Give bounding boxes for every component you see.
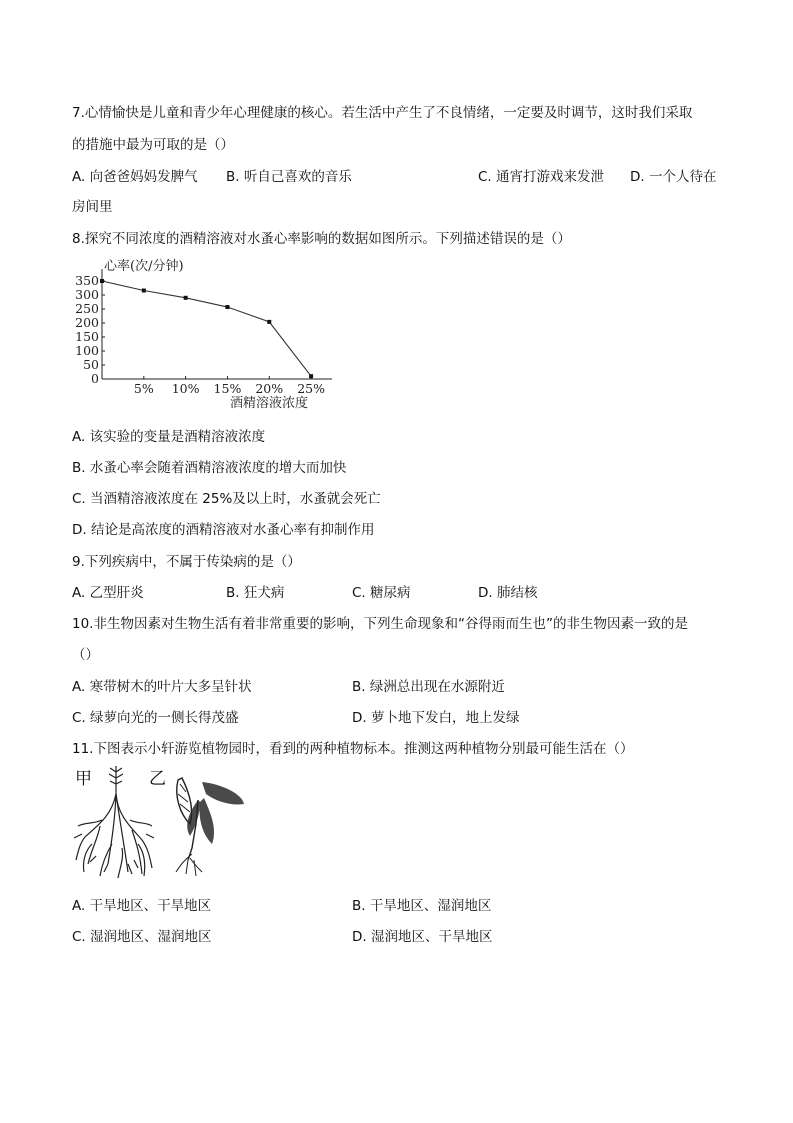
q10-option-a: A. 寒带树木的叶片大多呈针状 — [72, 679, 252, 695]
q11-option-c: C. 湿润地区、湿润地区 — [72, 929, 212, 945]
q7-option-d-wrap: 房间里 — [72, 199, 113, 215]
q7-stem-line2: 的措施中最为可取的是（） — [72, 137, 234, 153]
chart-y-tick-label: 150 — [75, 329, 99, 344]
q11-stem: 11.下图表示小轩游览植物园时，看到的两种植物标本。推测这两种植物分别最可能生活在（） — [72, 741, 634, 757]
q8-stem: 8.探究不同浓度的酒精溶液对水蚤心率影响的数据如图所示。下列描述错误的是（） — [72, 231, 571, 247]
q7-option-b: B. 听自己喜欢的音乐 — [226, 169, 352, 185]
plant-label-yi: 乙 — [149, 769, 166, 789]
chart-x-tick-label: 10% — [171, 381, 200, 396]
chart-data-point — [100, 279, 104, 283]
chart-y-tick-label: 350 — [75, 273, 99, 288]
q9-stem: 9.下列疾病中，不属于传染病的是（） — [72, 554, 301, 570]
q7-stem-line1: 7.心情愉快是儿童和青少年心理健康的核心。若生活中产生了不良情绪，一定要及时调节，这时我们采取 — [72, 105, 693, 121]
q10-stem-line2: （） — [72, 647, 99, 663]
q10-option-b: B. 绿洲总出现在水源附近 — [352, 679, 505, 695]
q9-option-b: B. 狂犬病 — [226, 585, 285, 601]
q10-stem-line1: 10.非生物因素对生物生活有着非常重要的影响，下列生命现象和“谷得雨而生也”的非生物因素一致的是 — [72, 616, 688, 632]
chart-y-tick-label: 50 — [83, 357, 99, 372]
q8-option-a: A. 该实验的变量是酒精溶液浓度 — [72, 429, 266, 445]
chart-x-tick-label: 20% — [255, 381, 284, 396]
q7-option-d: D. 一个人待在 — [630, 169, 717, 185]
chart-x-tick-label: 15% — [213, 381, 242, 396]
chart-series-line — [102, 281, 311, 376]
chart-data-point — [225, 305, 229, 309]
q8-option-c: C. 当酒精溶液浓度在 25%及以上时，水蚤就会死亡 — [72, 491, 381, 507]
chart-data-point — [267, 320, 271, 324]
chart-data-point — [309, 374, 313, 378]
q9-option-c: C. 糖尿病 — [352, 585, 411, 601]
q11-option-d: D. 湿润地区、干旱地区 — [352, 929, 493, 945]
q9-option-a: A. 乙型肝炎 — [72, 585, 144, 601]
chart-y-axis-label: 心率(次/分钟) — [104, 259, 184, 274]
chart-y-tick-label: 300 — [75, 287, 99, 302]
q11-option-b: B. 干旱地区、湿润地区 — [352, 898, 492, 914]
chart-x-tick-label: 5% — [133, 381, 154, 396]
plant-yi-drawing — [176, 778, 244, 876]
q10-option-d: D. 萝卜地下发白，地上发绿 — [352, 710, 520, 726]
q8-option-d: D. 结论是高浓度的酒精溶液对水蚤心率有抑制作用 — [72, 522, 375, 538]
chart-y-tick-label: 200 — [75, 315, 99, 330]
q7-option-c: C. 通宵打游戏来发泄 — [478, 169, 605, 185]
chart-y-tick-label: 100 — [75, 343, 99, 358]
chart-data-point — [142, 289, 146, 293]
q11-option-a: A. 干旱地区、干旱地区 — [72, 898, 212, 914]
q9-option-d: D. 肺结核 — [478, 585, 538, 601]
chart-x-axis-label: 酒精溶液浓度 — [230, 396, 309, 411]
heart-rate-line-chart — [72, 254, 337, 412]
plant-specimens-figure — [72, 764, 252, 882]
q10-option-c: C. 绿萝向光的一侧长得茂盛 — [72, 710, 239, 726]
chart-x-tick-label: 25% — [297, 381, 325, 396]
q8-option-b: B. 水蚤心率会随着酒精溶液浓度的增大而加快 — [72, 460, 347, 476]
chart-y-tick-label: 0 — [91, 371, 99, 386]
plant-label-jia: 甲 — [75, 769, 92, 789]
chart-data-point — [184, 296, 188, 300]
q7-option-a: A. 向爸爸妈妈发脾气 — [72, 169, 198, 185]
chart-y-tick-label: 250 — [75, 301, 99, 316]
